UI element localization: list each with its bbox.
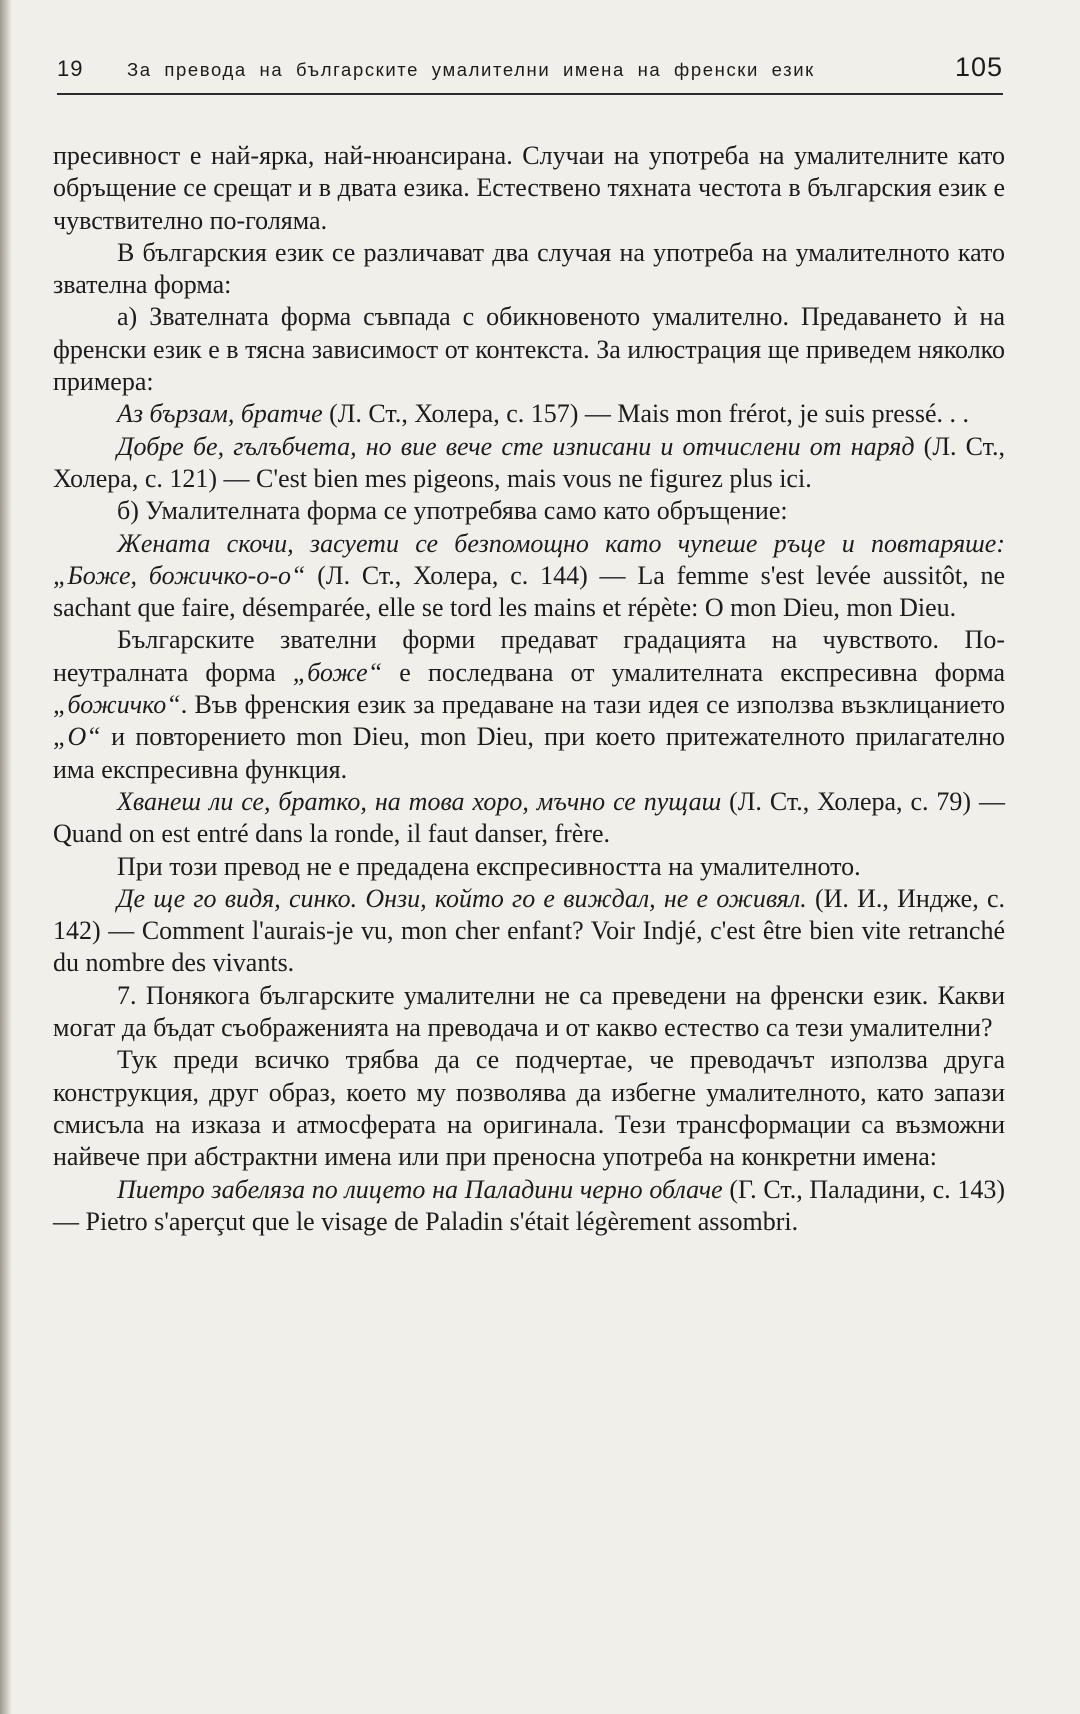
italic-quote: „божичко“ — [53, 690, 181, 720]
paragraph — [53, 398, 1005, 430]
italic-quote: Аз бързам, братче — [117, 399, 323, 429]
body-text — [53, 140, 1005, 1238]
text-run: (Л. Ст., Холера, с. 79) — Quand on est entré dans la ronde, il faut danser, frère. — [53, 786, 1006, 849]
paragraph — [53, 883, 1005, 980]
paragraph — [53, 237, 1005, 302]
text-run: (Л. Ст., Холера, с. 144) — La femme s'est levée aussitôt, ne sachant que faire, désemparée, elle se tord les mains et répète: O mon Dieu, mon Dieu. — [53, 560, 1006, 623]
text-run: (Л. Ст., Холера, с. 121) — C'est bien mes pigeons, mais vous ne figurez plus ici. — [53, 431, 1005, 493]
paragraph — [53, 140, 1005, 237]
italic-quote: Добре бе, гълъбчета, но вие вече сте изписани и отчислени от наряд — [117, 431, 915, 461]
running-head-number: 19 — [57, 56, 84, 81]
text-run: (Г. Ст., Паладини, с. 143) — Pietro s'aperçut que le visage de Paladin s'était légèrement assombri. — [53, 1174, 1005, 1236]
page-header — [57, 50, 1003, 90]
paragraph — [53, 851, 1005, 883]
paragraph — [53, 1044, 1005, 1173]
text-run: 7. Понякога българските умалителни не са преведени на френски език. Какви могат да бъдат съображенията на преводача и от какво естество са тези умалителни? — [53, 980, 1005, 1043]
paragraph — [53, 528, 1005, 625]
text-run: (И. И., Индже, с. 142) — Comment l'aurais-je vu, mon cher enfant? Voir Indjé, c'est être bien vite retranché du nombre des vivants. — [53, 883, 1005, 978]
page-binding-edge — [0, 0, 12, 1714]
italic-quote: Де ще го видя, синко. Онзи, който го е виждал, не е оживял. — [117, 883, 807, 913]
paragraph — [53, 301, 1005, 398]
paragraph — [53, 624, 1005, 785]
running-title: За превода на българските умалителни имена на френски език — [127, 59, 815, 80]
text-run: (Л. Ст., Холера, с. 157) — Mais mon frérot, je suis pressé. . . — [322, 399, 970, 429]
italic-quote: „боже“ — [292, 657, 383, 687]
text-run: Българските звателни форми предават градацията на чувството. По-неутралната форма — [53, 625, 1005, 687]
italic-quote: Пиетро забеляза по лицето на Паладини черно облаче — [117, 1174, 723, 1204]
text-run: Тук преди всичко трябва да се подчертае, че преводачът използва друга конструкция, друг образ, което му позволява да избегне умалителното, като запази смисъла на изказа и атмосферата на оригинала. Тези трансформации са възможни найвече при абстрактни имена или при преносна употреба на конкретни имена: — [53, 1045, 1005, 1172]
text-run: б) Умалителната форма се употребява само като обръщение: — [117, 496, 788, 526]
text-run: пресивност е най-ярка, най-нюансирана. Случаи на употреба на умалителните като обръщение се срещат и в двата езика. Естествено тяхната честота в българския език е чувствително по-голяма. — [53, 141, 1005, 235]
italic-quote: Жената скочи, засуети се безпомощно като чупеше ръце и повтаряше: „Боже, божичко-о-о“ — [53, 528, 1005, 590]
paragraph — [53, 1174, 1005, 1239]
italic-quote: Хванеш ли се, братко, на това хоро, мъчно се пущаш — [117, 786, 722, 816]
paragraph — [53, 786, 1005, 851]
header-rule — [57, 93, 1003, 95]
paragraph — [53, 980, 1005, 1045]
paragraph — [53, 495, 1005, 527]
text-run: а) Звателната форма съвпада с обикновеното умалително. Предаването ѝ на френски език е в тясна зависимост от контекста. За илюстрация ще приведем няколко примера: — [53, 302, 1005, 397]
text-run: . Във френския език за предаване на тази идея се използва възклицанието — [180, 690, 1005, 720]
italic-quote: „О“ — [53, 722, 101, 752]
paragraph — [53, 431, 1005, 496]
text-run: е последвана от умалителната експресивна форма — [382, 657, 1006, 687]
text-run: В българския език се различават два случая на употреба на умалителното като звателна форма: — [53, 237, 1005, 300]
text-run: При този превод не е предадена експресивността на умалителното. — [117, 851, 861, 881]
text-run: и повторението mon Dieu, mon Dieu, при което притежателното прилагателно има експресивна функция. — [53, 722, 1005, 784]
page-number: 105 — [954, 52, 1003, 82]
